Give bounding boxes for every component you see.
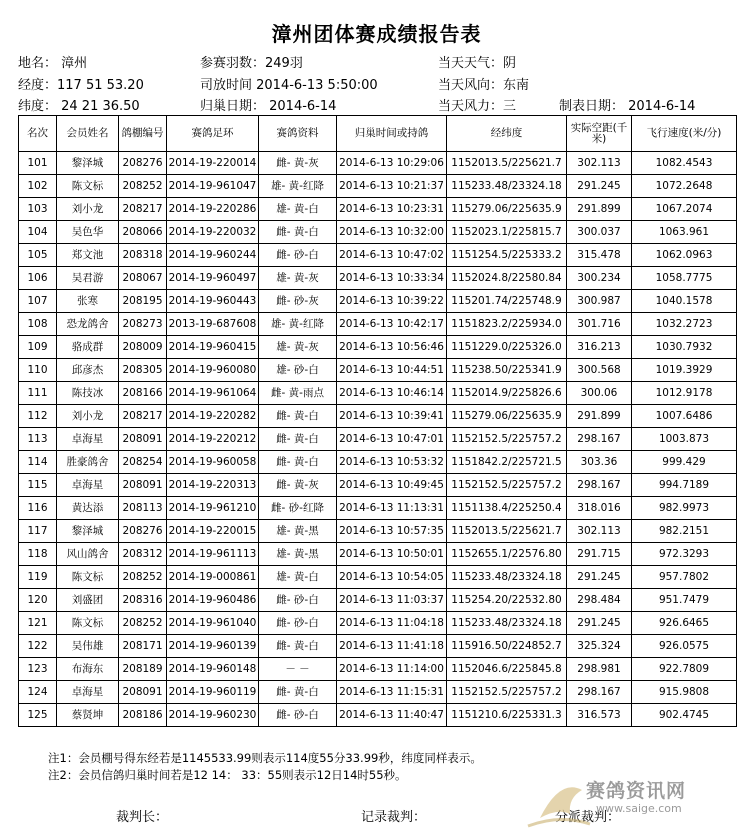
distance-cell: 291.245: [567, 175, 632, 198]
loft-cell: 208113: [119, 497, 167, 520]
ring-cell: 2014-19-960058: [167, 451, 259, 474]
distance-cell: 302.113: [567, 520, 632, 543]
table-row: [19, 612, 737, 635]
speed-cell: 999.429: [632, 451, 737, 474]
arrival-cell: 2014-6-13 10:53:32: [337, 451, 447, 474]
member-cell: 张寒: [57, 290, 119, 313]
arrival-cell: 2014-6-13 10:39:41: [337, 405, 447, 428]
coords-cell: 1152655.1/22576.80: [447, 543, 567, 566]
table-row: [19, 520, 737, 543]
pigeon-info-cell: 雄- 黄-红降: [259, 175, 337, 198]
coords-cell: 1152023.1/225815.7: [447, 221, 567, 244]
coords-cell: 1151823.2/225934.0: [447, 313, 567, 336]
coords-cell: 115233.48/23324.18: [447, 612, 567, 635]
arrival-cell: 2014-6-13 10:46:14: [337, 382, 447, 405]
distance-cell: 300.037: [567, 221, 632, 244]
arrival-cell: 2014-6-13 11:40:47: [337, 704, 447, 727]
loft-cell: 208318: [119, 244, 167, 267]
loft-cell: 208252: [119, 175, 167, 198]
pigeon-info-cell: 雌- 砂-白: [259, 589, 337, 612]
pigeon-info-cell: 雄- 黄-灰: [259, 267, 337, 290]
signature-recorder: 记录裁判：: [361, 810, 427, 825]
rank-cell: 124: [19, 681, 57, 704]
speed-cell: 972.3293: [632, 543, 737, 566]
speed-cell: 1040.1578: [632, 290, 737, 313]
member-cell: 卓海星: [57, 681, 119, 704]
member-cell: 陈文标: [57, 566, 119, 589]
coords-cell: 1152152.5/225757.2: [447, 428, 567, 451]
loft-cell: 208276: [119, 520, 167, 543]
table-row: [19, 451, 737, 474]
info-count: 参赛羽数：249羽: [200, 56, 303, 71]
distance-cell: 300.568: [567, 359, 632, 382]
header-pigeon-info: 赛鸽资料: [259, 116, 337, 152]
rank-cell: 103: [19, 198, 57, 221]
table-row: [19, 474, 737, 497]
signature-judge: 裁判长：: [116, 810, 169, 825]
table-row: [19, 175, 737, 198]
header-member: 会员姓名: [57, 116, 119, 152]
distance-cell: 325.324: [567, 635, 632, 658]
coords-cell: 115233.48/23324.18: [447, 175, 567, 198]
speed-cell: 951.7479: [632, 589, 737, 612]
loft-cell: 208091: [119, 681, 167, 704]
rank-cell: 111: [19, 382, 57, 405]
speed-cell: 1062.0963: [632, 244, 737, 267]
speed-cell: 902.4745: [632, 704, 737, 727]
header-arrival: 归巢时间或持鸽: [337, 116, 447, 152]
speed-cell: 1058.7775: [632, 267, 737, 290]
pigeon-info-cell: 雌- 黄-灰: [259, 152, 337, 175]
info-wind-direction: 当天风向：东南: [438, 78, 530, 93]
distance-cell: 291.245: [567, 612, 632, 635]
ring-cell: 2014-19-961047: [167, 175, 259, 198]
distance-cell: 291.715: [567, 543, 632, 566]
info-location: 地名： 漳州: [18, 56, 88, 71]
pigeon-info-cell: 雌- 黄-雨点: [259, 382, 337, 405]
table-row: [19, 405, 737, 428]
rank-cell: 123: [19, 658, 57, 681]
pigeon-info-cell: 雌- 黄-白: [259, 681, 337, 704]
pigeon-info-cell: 雄- 砂-白: [259, 359, 337, 382]
rank-cell: 122: [19, 635, 57, 658]
rank-cell: 102: [19, 175, 57, 198]
pigeon-info-cell: 雌- 黄-白: [259, 221, 337, 244]
arrival-cell: 2014-6-13 10:23:31: [337, 198, 447, 221]
rank-cell: 117: [19, 520, 57, 543]
speed-cell: 994.7189: [632, 474, 737, 497]
distance-cell: 316.573: [567, 704, 632, 727]
member-cell: 郑文池: [57, 244, 119, 267]
arrival-cell: 2014-6-13 10:33:34: [337, 267, 447, 290]
distance-cell: 298.167: [567, 428, 632, 451]
rank-cell: 108: [19, 313, 57, 336]
ring-cell: 2014-19-000861: [167, 566, 259, 589]
rank-cell: 114: [19, 451, 57, 474]
pigeon-info-cell: 雌- 砂-白: [259, 612, 337, 635]
rank-cell: 104: [19, 221, 57, 244]
member-cell: 骆成群: [57, 336, 119, 359]
arrival-cell: 2014-6-13 11:13:31: [337, 497, 447, 520]
ring-cell: 2014-19-220015: [167, 520, 259, 543]
coords-cell: 1151210.6/225331.3: [447, 704, 567, 727]
coords-cell: 1151254.5/225333.2: [447, 244, 567, 267]
ring-cell: 2014-19-220282: [167, 405, 259, 428]
pigeon-info-cell: 雄- 黄-灰: [259, 336, 337, 359]
arrival-cell: 2014-6-13 11:15:31: [337, 681, 447, 704]
rank-cell: 125: [19, 704, 57, 727]
ring-cell: 2014-19-960230: [167, 704, 259, 727]
coords-cell: 115254.20/22532.80: [447, 589, 567, 612]
loft-cell: 208186: [119, 704, 167, 727]
pigeon-info-cell: 雄- 黄-黑: [259, 543, 337, 566]
table-row: [19, 221, 737, 244]
rank-cell: 120: [19, 589, 57, 612]
ring-cell: 2014-19-960443: [167, 290, 259, 313]
ring-cell: 2014-19-960119: [167, 681, 259, 704]
ring-cell: 2014-19-960497: [167, 267, 259, 290]
loft-cell: 208316: [119, 589, 167, 612]
speed-cell: 915.9808: [632, 681, 737, 704]
member-cell: 布海东: [57, 658, 119, 681]
pigeon-info-cell: 雄- 黄-红降: [259, 313, 337, 336]
header-speed: 飞行速度(米/分): [632, 116, 737, 152]
pigeon-info-cell: 雄- 黄-黑: [259, 520, 337, 543]
table-row: [19, 336, 737, 359]
speed-cell: 1063.961: [632, 221, 737, 244]
table-row: [19, 428, 737, 451]
speed-cell: 1030.7932: [632, 336, 737, 359]
speed-cell: 926.0575: [632, 635, 737, 658]
pigeon-info-cell: 雌- 黄-白: [259, 635, 337, 658]
arrival-cell: 2014-6-13 10:56:46: [337, 336, 447, 359]
coords-cell: 1151842.2/225721.5: [447, 451, 567, 474]
member-cell: 刘小龙: [57, 198, 119, 221]
table-row: [19, 543, 737, 566]
ring-cell: 2014-19-220212: [167, 428, 259, 451]
speed-cell: 1007.6486: [632, 405, 737, 428]
coords-cell: 1152014.9/225826.6: [447, 382, 567, 405]
ring-cell: 2014-19-961040: [167, 612, 259, 635]
rank-cell: 109: [19, 336, 57, 359]
member-cell: 吴君游: [57, 267, 119, 290]
pigeon-info-cell: 雄- 黄-白: [259, 566, 337, 589]
info-release: 司放时间 2014-6-13 5:50:00: [200, 78, 378, 93]
distance-cell: 316.213: [567, 336, 632, 359]
speed-cell: 922.7809: [632, 658, 737, 681]
distance-cell: 300.06: [567, 382, 632, 405]
loft-cell: 208091: [119, 474, 167, 497]
speed-cell: 1072.2648: [632, 175, 737, 198]
table-row: [19, 589, 737, 612]
info-weather: 当天天气：阴: [438, 56, 517, 71]
member-cell: 恐龙鸽舍: [57, 313, 119, 336]
coords-cell: 115233.48/23324.18: [447, 566, 567, 589]
pigeon-info-cell: 雌- 砂-白: [259, 244, 337, 267]
loft-cell: 208305: [119, 359, 167, 382]
watermark-text: 赛鸽资讯网: [586, 780, 687, 802]
header-loft-id: 鸽棚编号: [119, 116, 167, 152]
pigeon-info-cell: － －: [259, 658, 337, 681]
member-cell: 邱彦杰: [57, 359, 119, 382]
rank-cell: 112: [19, 405, 57, 428]
speed-cell: 982.2151: [632, 520, 737, 543]
header-rank: 名次: [19, 116, 57, 152]
info-return-date: 归巢日期： 2014-6-14: [200, 99, 337, 114]
pigeon-info-cell: 雌- 黄-灰: [259, 474, 337, 497]
table-row: [19, 704, 737, 727]
table-row: [19, 382, 737, 405]
arrival-cell: 2014-6-13 10:50:01: [337, 543, 447, 566]
member-cell: 陈文标: [57, 612, 119, 635]
distance-cell: 303.36: [567, 451, 632, 474]
loft-cell: 208195: [119, 290, 167, 313]
loft-cell: 208252: [119, 612, 167, 635]
rank-cell: 113: [19, 428, 57, 451]
member-cell: 蔡贤坤: [57, 704, 119, 727]
distance-cell: 298.981: [567, 658, 632, 681]
note-2: 注2：会员信鸽归巢时间若是12 14： 33：55则表示12日14时55秒。: [48, 768, 407, 782]
table-row: [19, 359, 737, 382]
member-cell: 卓海星: [57, 428, 119, 451]
loft-cell: 208066: [119, 221, 167, 244]
table-row: [19, 290, 737, 313]
loft-cell: 208276: [119, 152, 167, 175]
speed-cell: 1032.2723: [632, 313, 737, 336]
arrival-cell: 2014-6-13 11:04:18: [337, 612, 447, 635]
results-table: [18, 115, 737, 727]
table-row: [19, 198, 737, 221]
arrival-cell: 2014-6-13 10:49:45: [337, 474, 447, 497]
distance-cell: 291.245: [567, 566, 632, 589]
rank-cell: 105: [19, 244, 57, 267]
arrival-cell: 2014-6-13 10:42:17: [337, 313, 447, 336]
distance-cell: 291.899: [567, 198, 632, 221]
ring-cell: 2013-19-687608: [167, 313, 259, 336]
member-cell: 刘盛团: [57, 589, 119, 612]
loft-cell: 208254: [119, 451, 167, 474]
member-cell: 黎泽城: [57, 152, 119, 175]
loft-cell: 208273: [119, 313, 167, 336]
signature-dispatch: 分派裁判：: [555, 810, 621, 825]
rank-cell: 101: [19, 152, 57, 175]
distance-cell: 298.167: [567, 681, 632, 704]
coords-cell: 1151138.4/225250.4: [447, 497, 567, 520]
table-row: [19, 152, 737, 175]
table-row: [19, 566, 737, 589]
table-row: [19, 267, 737, 290]
coords-cell: 1152013.5/225621.7: [447, 520, 567, 543]
arrival-cell: 2014-6-13 10:39:22: [337, 290, 447, 313]
distance-cell: 300.234: [567, 267, 632, 290]
coords-cell: 115916.50/224852.7: [447, 635, 567, 658]
arrival-cell: 2014-6-13 11:41:18: [337, 635, 447, 658]
table-row: [19, 313, 737, 336]
ring-cell: 2014-19-220032: [167, 221, 259, 244]
arrival-cell: 2014-6-13 10:54:05: [337, 566, 447, 589]
pigeon-info-cell: 雌- 砂-白: [259, 704, 337, 727]
member-cell: 吴伟雄: [57, 635, 119, 658]
speed-cell: 926.6465: [632, 612, 737, 635]
coords-cell: 115201.74/225748.9: [447, 290, 567, 313]
member-cell: 黄达添: [57, 497, 119, 520]
coords-cell: 1152152.5/225757.2: [447, 474, 567, 497]
header-coords: 经纬度: [447, 116, 567, 152]
speed-cell: 1003.873: [632, 428, 737, 451]
arrival-cell: 2014-6-13 10:47:01: [337, 428, 447, 451]
pigeon-info-cell: 雌- 黄-白: [259, 451, 337, 474]
pigeon-info-cell: 雌- 砂-灰: [259, 290, 337, 313]
table-row: [19, 635, 737, 658]
loft-cell: 208312: [119, 543, 167, 566]
ring-cell: 2014-19-220014: [167, 152, 259, 175]
ring-cell: 2014-19-960415: [167, 336, 259, 359]
ring-cell: 2014-19-960486: [167, 589, 259, 612]
member-cell: 吴色华: [57, 221, 119, 244]
loft-cell: 208067: [119, 267, 167, 290]
rank-cell: 119: [19, 566, 57, 589]
pigeon-info-cell: 雌- 砂-红降: [259, 497, 337, 520]
member-cell: 陈文标: [57, 175, 119, 198]
coords-cell: 1152013.5/225621.7: [447, 152, 567, 175]
info-made-date: 制表日期： 2014-6-14: [559, 99, 696, 114]
loft-cell: 208252: [119, 566, 167, 589]
pigeon-info-cell: 雄- 黄-白: [259, 198, 337, 221]
member-cell: 风山鸽舍: [57, 543, 119, 566]
member-cell: 陈技冰: [57, 382, 119, 405]
distance-cell: 301.716: [567, 313, 632, 336]
pigeon-info-cell: 雌- 黄-白: [259, 405, 337, 428]
table-row: [19, 681, 737, 704]
member-cell: 刘小龙: [57, 405, 119, 428]
arrival-cell: 2014-6-13 11:14:00: [337, 658, 447, 681]
distance-cell: 302.113: [567, 152, 632, 175]
watermark-url: www.saige.com: [596, 802, 682, 815]
coords-cell: 1151229.0/225326.0: [447, 336, 567, 359]
distance-cell: 298.484: [567, 589, 632, 612]
distance-cell: 291.899: [567, 405, 632, 428]
coords-cell: 1152152.5/225757.2: [447, 681, 567, 704]
pigeon-logo-icon: [540, 787, 582, 818]
ring-cell: 2014-19-961210: [167, 497, 259, 520]
pigeon-info-cell: 雌- 黄-白: [259, 428, 337, 451]
table-header-row: [19, 116, 737, 152]
loft-cell: 208189: [119, 658, 167, 681]
ring-cell: 2014-19-220313: [167, 474, 259, 497]
speed-cell: 1012.9178: [632, 382, 737, 405]
coords-cell: 115279.06/225635.9: [447, 198, 567, 221]
speed-cell: 1067.2074: [632, 198, 737, 221]
distance-cell: 300.987: [567, 290, 632, 313]
rank-cell: 110: [19, 359, 57, 382]
rank-cell: 116: [19, 497, 57, 520]
member-cell: 卓海星: [57, 474, 119, 497]
member-cell: 黎泽城: [57, 520, 119, 543]
table-row: [19, 497, 737, 520]
arrival-cell: 2014-6-13 11:03:37: [337, 589, 447, 612]
coords-cell: 1152046.6/225845.8: [447, 658, 567, 681]
arrival-cell: 2014-6-13 10:32:00: [337, 221, 447, 244]
header-ring: 赛鸽足环: [167, 116, 259, 152]
arrival-cell: 2014-6-13 10:44:51: [337, 359, 447, 382]
info-latitude: 纬度： 24 21 36.50: [18, 99, 140, 114]
speed-cell: 957.7802: [632, 566, 737, 589]
rank-cell: 107: [19, 290, 57, 313]
ring-cell: 2014-19-960139: [167, 635, 259, 658]
loft-cell: 208217: [119, 198, 167, 221]
arrival-cell: 2014-6-13 10:21:37: [337, 175, 447, 198]
loft-cell: 208166: [119, 382, 167, 405]
member-cell: 胜豪鸽舍: [57, 451, 119, 474]
distance-cell: 298.167: [567, 474, 632, 497]
rank-cell: 106: [19, 267, 57, 290]
arrival-cell: 2014-6-13 10:57:35: [337, 520, 447, 543]
table-row: [19, 658, 737, 681]
table-body: [19, 152, 737, 727]
header-distance: 实际空距(千米): [567, 116, 632, 152]
ring-cell: 2014-19-960148: [167, 658, 259, 681]
coords-cell: 115279.06/225635.9: [447, 405, 567, 428]
loft-cell: 208091: [119, 428, 167, 451]
rank-cell: 121: [19, 612, 57, 635]
table-row: [19, 244, 737, 267]
speed-cell: 1082.4543: [632, 152, 737, 175]
ring-cell: 2014-19-220286: [167, 198, 259, 221]
speed-cell: 982.9973: [632, 497, 737, 520]
distance-cell: 315.478: [567, 244, 632, 267]
arrival-cell: 2014-6-13 10:29:06: [337, 152, 447, 175]
loft-cell: 208171: [119, 635, 167, 658]
ring-cell: 2014-19-961113: [167, 543, 259, 566]
note-1: 注1：会员棚号得东经若是1145533.99则表示114度55分33.99秒，纬度同样表示。: [48, 751, 482, 765]
arrival-cell: 2014-6-13 10:47:02: [337, 244, 447, 267]
ring-cell: 2014-19-961064: [167, 382, 259, 405]
coords-cell: 115238.50/225341.9: [447, 359, 567, 382]
ring-cell: 2014-19-960080: [167, 359, 259, 382]
info-longitude: 经度：117 51 53.20: [18, 78, 144, 93]
report-title: 漳州团体赛成绩报告表: [271, 22, 482, 46]
speed-cell: 1019.3929: [632, 359, 737, 382]
ring-cell: 2014-19-960244: [167, 244, 259, 267]
loft-cell: 208217: [119, 405, 167, 428]
rank-cell: 118: [19, 543, 57, 566]
coords-cell: 1152024.8/22580.84: [447, 267, 567, 290]
rank-cell: 115: [19, 474, 57, 497]
loft-cell: 208009: [119, 336, 167, 359]
info-wind-force: 当天风力：三: [438, 99, 517, 114]
distance-cell: 318.016: [567, 497, 632, 520]
